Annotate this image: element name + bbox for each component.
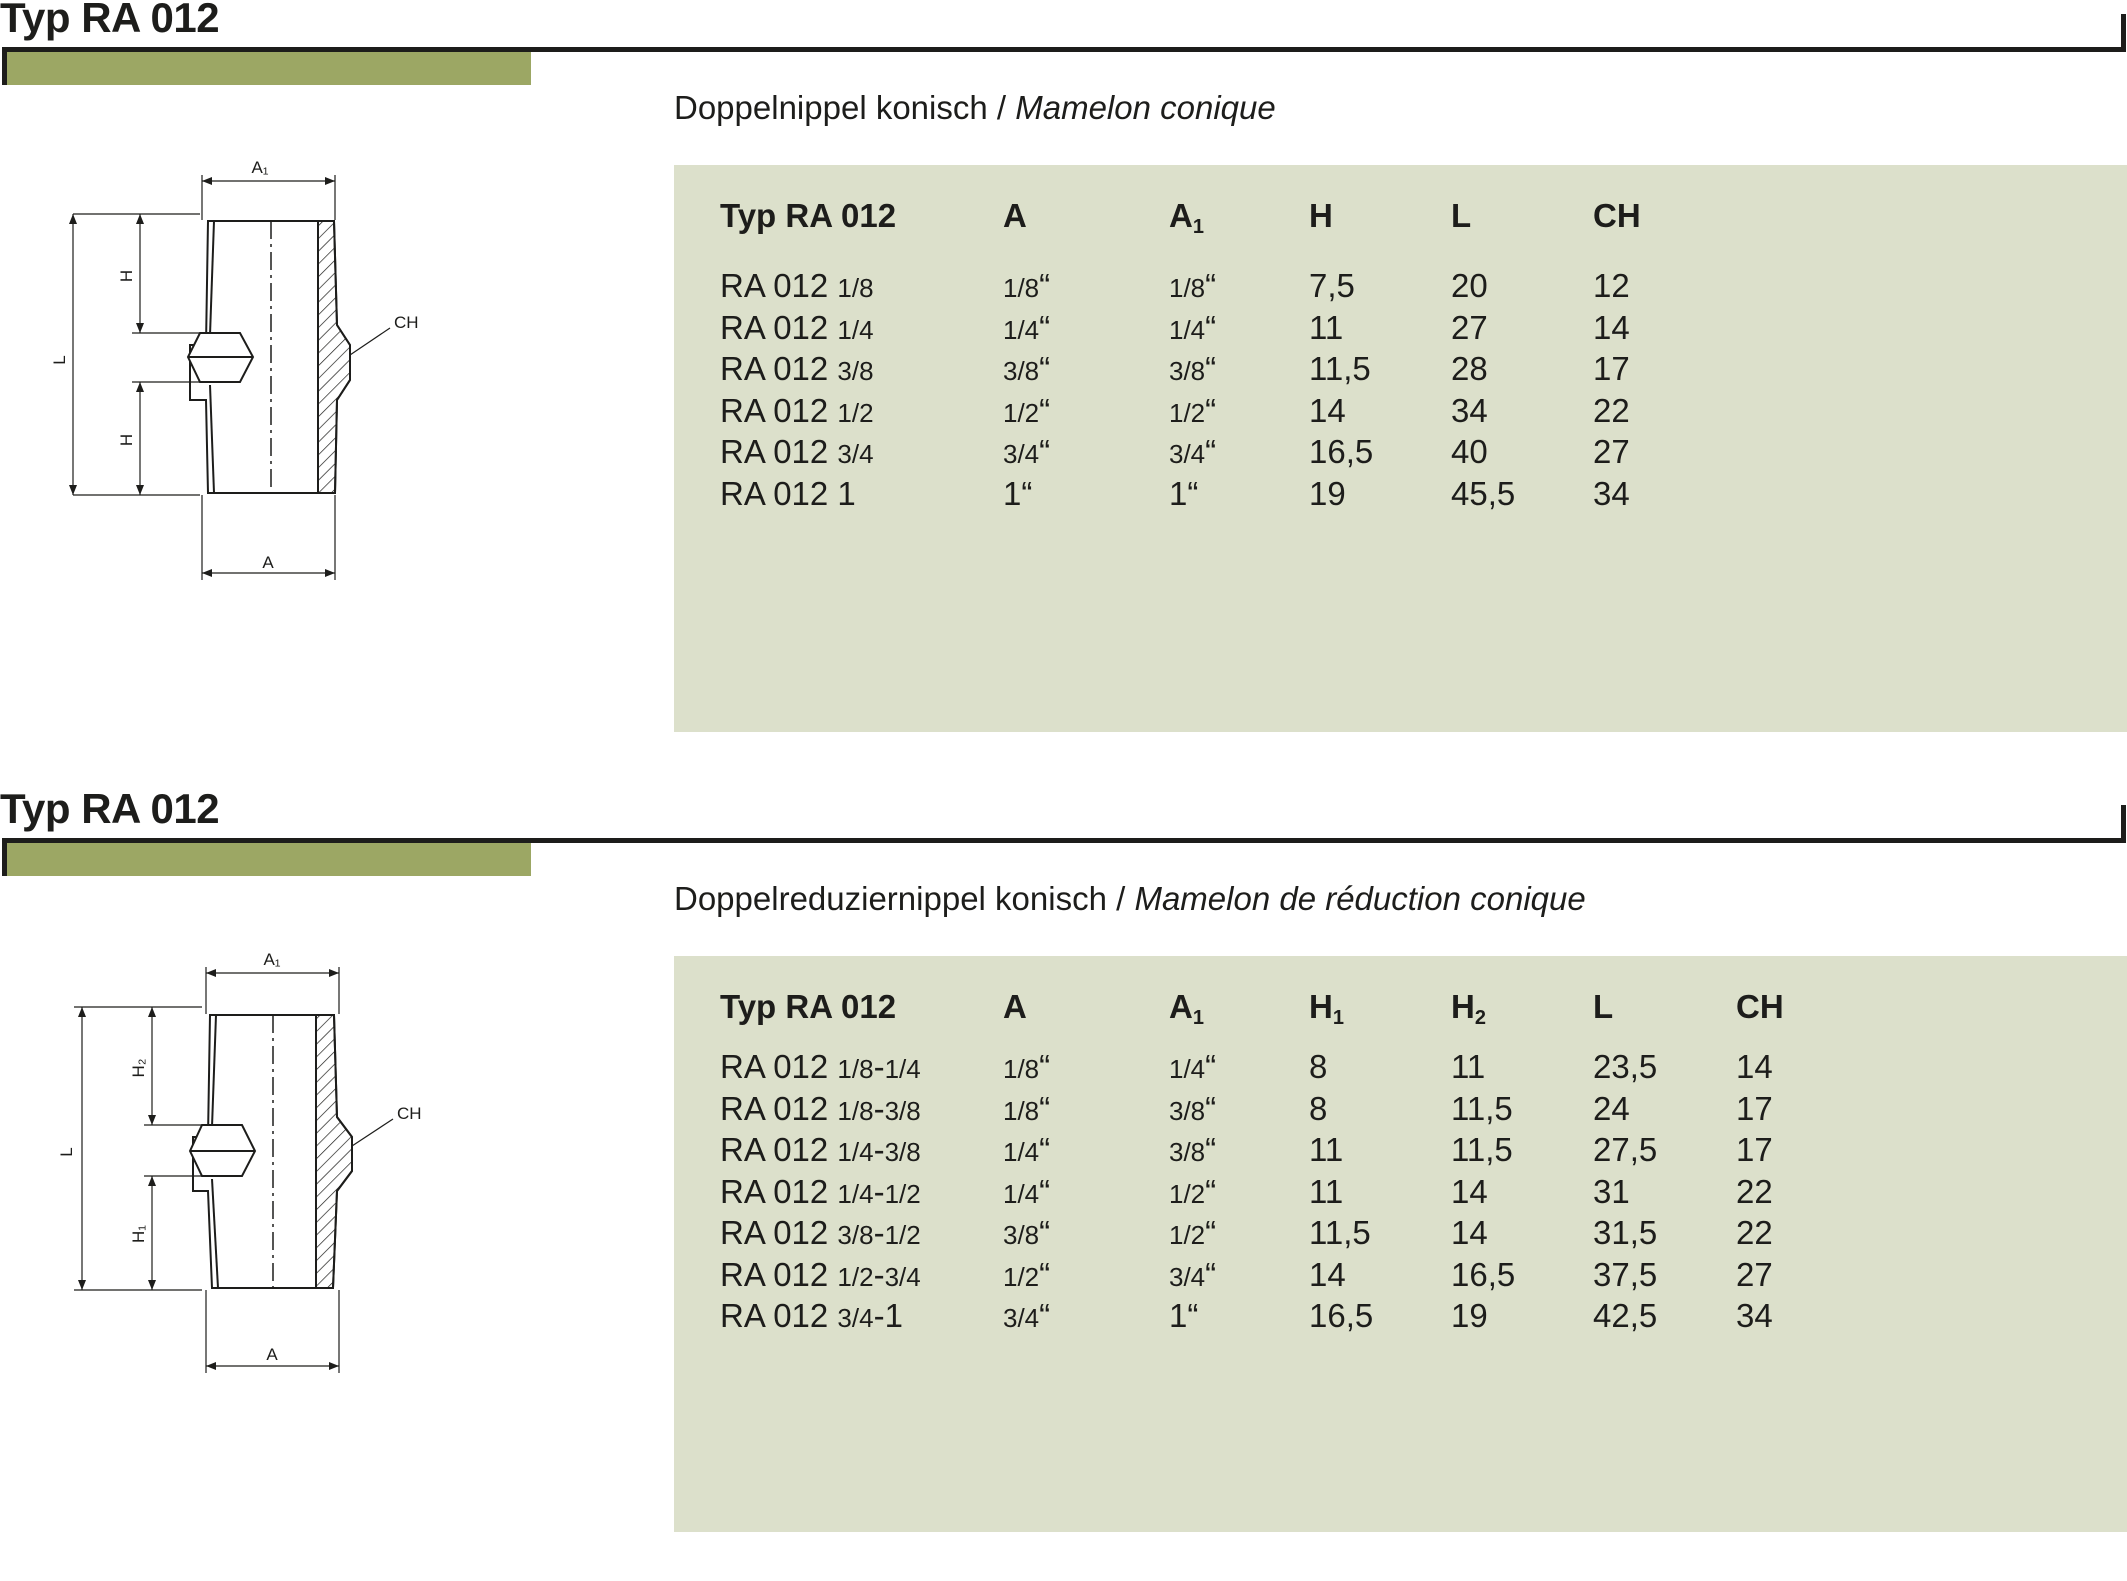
cell-type xyxy=(720,1254,921,1296)
cell-type xyxy=(720,1295,903,1337)
label-a: A xyxy=(266,1345,278,1364)
cell-h1: 11 xyxy=(1309,1131,1344,1168)
header-h: H xyxy=(1309,197,1333,234)
type-size: 1/4-1/2 xyxy=(837,1172,921,1210)
type-prefix: RA 012 xyxy=(720,1089,838,1127)
cell-a: 1/4“ xyxy=(1003,308,1051,346)
cell-l: 45,5 xyxy=(1451,474,1516,512)
cell-h: 11 xyxy=(1309,308,1344,346)
header-h1: $H_1$ xyxy=(1309,988,1344,1029)
cell-h: 11,5 xyxy=(1309,350,1371,387)
product-subtitle xyxy=(674,879,1586,919)
cell-h2: 11,5 xyxy=(1451,1089,1513,1127)
section-title: Typ RA 012 xyxy=(0,0,220,41)
cell-ch: 14 xyxy=(1736,1048,1773,1085)
cell-h1: 8 xyxy=(1309,1048,1328,1085)
cell-h1: 11,5 xyxy=(1309,1214,1371,1251)
type-size: 1/8 xyxy=(837,273,874,303)
header-a: A xyxy=(1003,197,1027,234)
cell-ch: 22 xyxy=(1736,1172,1773,1210)
type-prefix: RA 012 xyxy=(720,391,838,429)
label-a1: A₁ xyxy=(263,950,281,969)
subtitle-fr: Mamelon conique xyxy=(1015,89,1276,126)
label-a: A xyxy=(262,553,274,572)
cell-a1: 3/4“ xyxy=(1169,433,1217,470)
cell-ch: 34 xyxy=(1593,474,1630,512)
header-ch: CH xyxy=(1593,197,1641,234)
type-prefix: RA 012 xyxy=(720,1214,838,1251)
header-typ: Typ RA 012 xyxy=(720,988,897,1025)
type-size: 1/2-3/4 xyxy=(837,1255,921,1293)
type-prefix: RA 012 xyxy=(720,308,838,346)
dimension-table xyxy=(674,956,2127,1532)
cell-l: 37,5 xyxy=(1593,1255,1658,1293)
subtitle-fr: Mamelon de réduction conique xyxy=(1134,880,1586,917)
cell-type xyxy=(720,1212,921,1254)
cell-type xyxy=(720,431,874,473)
type-size: 3/4-1 xyxy=(837,1297,903,1334)
type-prefix: RA 012 xyxy=(720,433,838,470)
cell-a: 1/8“ xyxy=(1003,1048,1051,1085)
product-subtitle xyxy=(674,88,1276,128)
cell-h2: 14 xyxy=(1451,1172,1488,1210)
cell-a1: 3/8“ xyxy=(1169,1131,1217,1168)
cell-h1: 11 xyxy=(1309,1172,1344,1210)
cell-a: 3/8“ xyxy=(1003,350,1051,387)
type-size: 3/4 xyxy=(837,439,874,469)
cell-l: 27,5 xyxy=(1593,1131,1658,1168)
cell-l: 27 xyxy=(1451,308,1488,346)
cell-h2: 14 xyxy=(1451,1214,1488,1251)
cell-a: 1/4“ xyxy=(1003,1172,1051,1210)
section-doppelnippel xyxy=(0,0,2127,790)
cell-a1: 1/8“ xyxy=(1169,267,1217,304)
cell-type xyxy=(720,473,856,515)
cell-ch: 22 xyxy=(1736,1214,1773,1251)
cell-type xyxy=(720,390,874,432)
label-l: L xyxy=(50,355,69,365)
type-prefix: RA 012 xyxy=(720,1131,838,1168)
cell-a: 1/2“ xyxy=(1003,1255,1051,1293)
label-h-lower: H xyxy=(117,433,136,447)
cell-a1: 1/2“ xyxy=(1169,1172,1217,1210)
type-size: 1/4 xyxy=(837,314,874,345)
cell-a1: 1“ xyxy=(1169,474,1199,512)
label-h2: H₂ xyxy=(129,1058,148,1078)
cell-h2: 19 xyxy=(1451,1297,1488,1334)
type-prefix: RA 012 xyxy=(720,350,838,387)
label-ch: CH xyxy=(397,1104,422,1123)
type-prefix: RA 012 xyxy=(720,1297,838,1334)
type-prefix: RA 012 xyxy=(720,1255,838,1293)
cell-a1: 1“ xyxy=(1169,1297,1199,1334)
type-size: 1/8-1/4 xyxy=(837,1048,921,1085)
header-l: L xyxy=(1593,988,1614,1025)
cell-type xyxy=(720,1046,921,1088)
header-l: L xyxy=(1451,197,1472,234)
cell-a1: 1/4“ xyxy=(1169,308,1217,346)
section-doppelreduziernippel xyxy=(0,785,2127,1581)
cell-ch: 14 xyxy=(1593,308,1630,346)
label-ch: CH xyxy=(394,313,419,332)
header-a: A xyxy=(1003,988,1027,1025)
cell-l: 23,5 xyxy=(1593,1048,1658,1085)
cell-ch: 17 xyxy=(1593,350,1630,387)
cell-l: 24 xyxy=(1593,1089,1630,1127)
cell-a: 1/8“ xyxy=(1003,1089,1051,1127)
subtitle-separator: / xyxy=(987,89,1016,126)
cell-a: 1/8“ xyxy=(1003,267,1051,304)
cell-a1: 1/2“ xyxy=(1169,1214,1217,1251)
fitting-drawing xyxy=(50,150,500,610)
type-size: 1 xyxy=(837,474,856,512)
cell-a: 1/2“ xyxy=(1003,391,1051,429)
cell-a1: 3/4“ xyxy=(1169,1255,1217,1293)
subtitle-de: Doppelnippel konisch xyxy=(674,89,988,126)
cell-l: 28 xyxy=(1451,350,1488,387)
cell-type xyxy=(720,348,874,390)
cell-a: 3/4“ xyxy=(1003,433,1051,470)
type-size: 3/8 xyxy=(837,356,874,386)
cell-h2: 11 xyxy=(1451,1048,1486,1085)
cell-ch: 17 xyxy=(1736,1131,1773,1168)
type-size: 3/8-1/2 xyxy=(837,1214,921,1251)
cell-h1: 8 xyxy=(1309,1089,1328,1127)
cell-h: 7,5 xyxy=(1309,267,1355,304)
dimension-table xyxy=(674,165,2127,732)
cell-h: 16,5 xyxy=(1309,433,1374,470)
cell-a: 3/4“ xyxy=(1003,1297,1051,1334)
cell-l: 20 xyxy=(1451,267,1488,304)
subtitle-de: Doppelreduziernippel konisch xyxy=(674,880,1107,917)
type-prefix: RA 012 xyxy=(720,1172,838,1210)
cell-ch: 12 xyxy=(1593,267,1630,304)
cell-type xyxy=(720,307,874,349)
type-size: 1/8-3/8 xyxy=(837,1089,921,1127)
cell-ch: 17 xyxy=(1736,1089,1773,1127)
cell-a: 1“ xyxy=(1003,474,1033,512)
cell-ch: 27 xyxy=(1593,433,1630,470)
cell-a1: 3/8“ xyxy=(1169,1089,1217,1127)
label-a1: A₁ xyxy=(251,158,269,177)
section-title: Typ RA 012 xyxy=(0,785,220,832)
cell-h2: 16,5 xyxy=(1451,1255,1516,1293)
cell-type xyxy=(720,265,874,307)
type-size: 1/2 xyxy=(837,397,874,428)
cell-ch: 27 xyxy=(1736,1255,1773,1293)
section-hatch xyxy=(316,1015,352,1288)
header-a1: $A_1$ xyxy=(1169,988,1204,1029)
accent-bar xyxy=(7,52,531,85)
cell-type xyxy=(720,1129,921,1171)
subtitle-separator: / xyxy=(1106,880,1135,917)
label-h-upper: H xyxy=(117,269,136,283)
cell-l: 42,5 xyxy=(1593,1297,1658,1334)
cell-h1: 14 xyxy=(1309,1255,1346,1293)
section-hatch xyxy=(318,221,350,493)
cell-h2: 11,5 xyxy=(1451,1131,1513,1168)
cell-a: 3/8“ xyxy=(1003,1214,1051,1251)
cell-ch: 22 xyxy=(1593,391,1630,429)
label-h1: H₁ xyxy=(129,1224,148,1244)
header-h2: $H_2$ xyxy=(1451,988,1486,1029)
type-prefix: RA 012 xyxy=(720,1048,838,1085)
cell-type xyxy=(720,1171,921,1213)
type-prefix: RA 012 xyxy=(720,474,838,512)
cell-ch: 34 xyxy=(1736,1297,1773,1334)
cell-l: 40 xyxy=(1451,433,1488,470)
accent-bar xyxy=(7,843,531,876)
cell-a1: 3/8“ xyxy=(1169,350,1217,387)
cell-a: 1/4“ xyxy=(1003,1131,1051,1168)
fitting-drawing xyxy=(50,941,500,1401)
cell-h: 19 xyxy=(1309,474,1346,512)
cell-h1: 16,5 xyxy=(1309,1297,1374,1334)
cell-a1: 1/4“ xyxy=(1169,1048,1217,1085)
type-size: 1/4-3/8 xyxy=(837,1131,921,1168)
header-ch: CH xyxy=(1736,988,1784,1025)
cell-l: 34 xyxy=(1451,391,1488,429)
cell-l: 31 xyxy=(1593,1172,1630,1210)
header-a1: $A_1$ xyxy=(1169,197,1204,238)
header-typ: Typ RA 012 xyxy=(720,197,897,234)
cell-a1: 1/2“ xyxy=(1169,391,1217,429)
cell-type xyxy=(720,1088,921,1130)
cell-h: 14 xyxy=(1309,391,1346,429)
type-prefix: RA 012 xyxy=(720,267,838,304)
cell-l: 31,5 xyxy=(1593,1214,1658,1251)
label-l: L xyxy=(57,1147,76,1157)
